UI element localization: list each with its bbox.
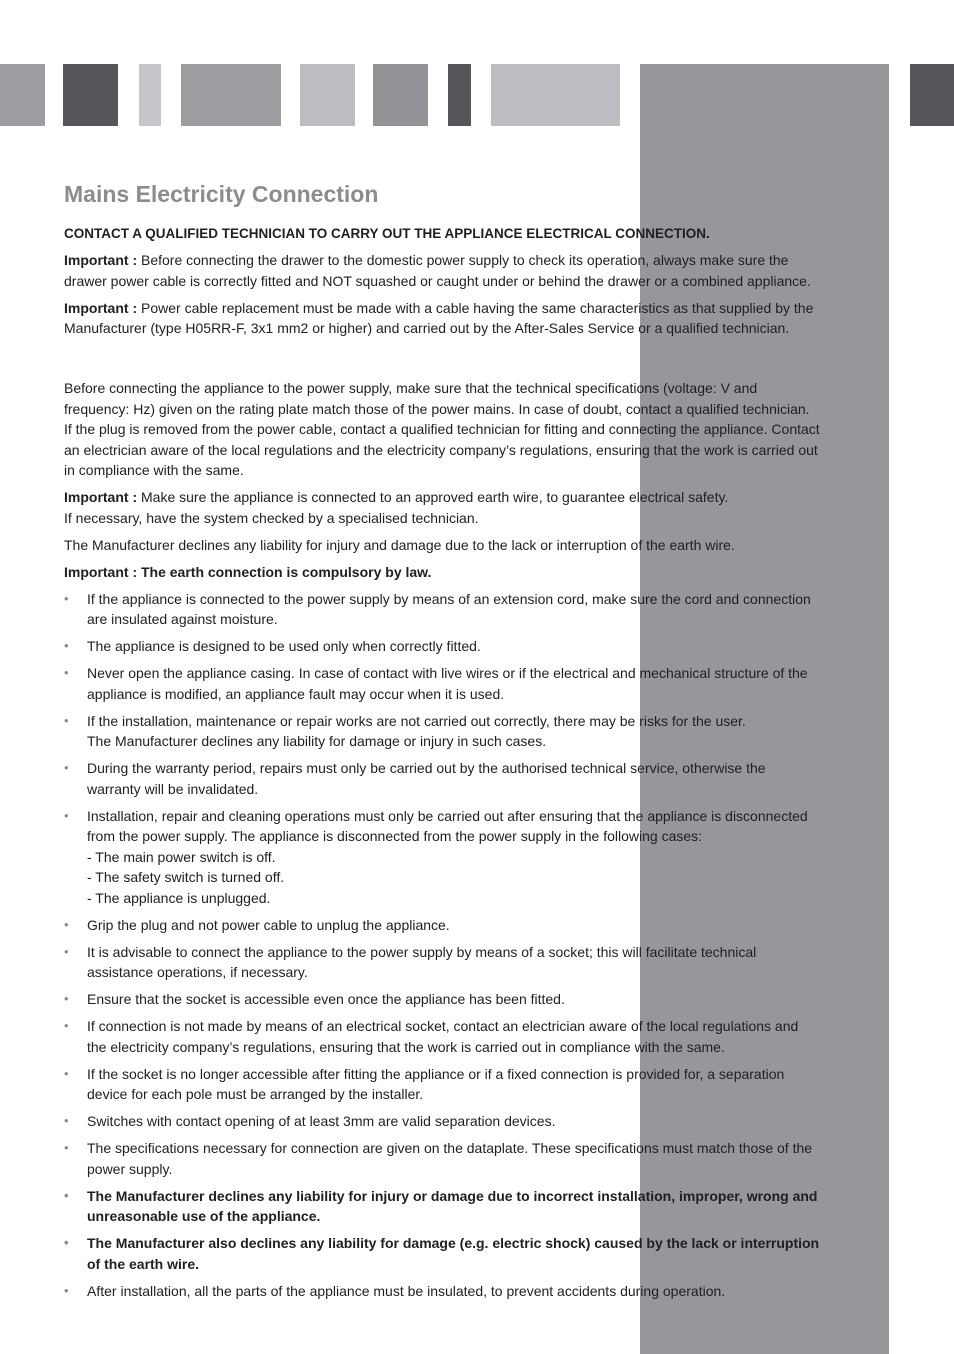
list-item bbox=[64, 636, 820, 657]
important-label: Important : bbox=[64, 299, 138, 316]
bullet-icon: • bbox=[64, 590, 69, 606]
bullet-icon: • bbox=[64, 760, 69, 775]
list-item bbox=[64, 1281, 820, 1302]
list-item-text: If the socket is no longer accessible after fitting the appliance or if a fixed connection is provided for, a separation device for each pole must be arranged by the installer. bbox=[87, 1065, 785, 1102]
bullet-icon: • bbox=[64, 1018, 69, 1033]
list-item bbox=[64, 989, 820, 1010]
list-item bbox=[64, 1138, 820, 1179]
list-item bbox=[64, 942, 820, 983]
header-block-2 bbox=[63, 64, 118, 126]
header-block-4 bbox=[181, 64, 281, 126]
page-title: Mains Electricity Connection bbox=[64, 181, 379, 207]
bullet-icon: • bbox=[64, 807, 69, 823]
safety-bullet-list bbox=[64, 589, 820, 1302]
paragraph-specifications: Before connecting the appliance to the power supply, make sure that the technical specifications (voltage: V and frequency: Hz) given on the rating plate match those of the power mains. In case of doubt, contact a qualified technician. If the plug is removed from the power cable, contact a qualified technician for fitting and connecting the appliance. Contact an electrician aware of the local regulations and the electricity company’s regulations, ensuring that the work is carried out in compliance with the same. bbox=[64, 380, 820, 478]
bullet-icon: • bbox=[64, 1282, 69, 1298]
list-item bbox=[64, 1064, 820, 1105]
bullet-icon: • bbox=[64, 943, 69, 959]
list-item bbox=[64, 711, 820, 752]
list-item bbox=[64, 663, 820, 704]
list-item-text: If the appliance is connected to the power supply by means of an extension cord, make sure the cord and connection are insulated against moisture. bbox=[87, 590, 811, 627]
bullet-icon: • bbox=[64, 1187, 69, 1203]
list-item bbox=[64, 806, 820, 909]
list-item-text: If connection is not made by means of an electrical socket, contact an electrician aware of the local regulations and the electricity company’s regulations, ensuring that the work is carried out in compliance with the same. bbox=[87, 1018, 799, 1055]
list-item-text: - The appliance is unplugged. bbox=[87, 889, 271, 906]
paragraph-liability: The Manufacturer declines any liability for injury and damage due to the lack or interruption of the earth wire. bbox=[64, 536, 735, 553]
list-item-text: The Manufacturer also declines any liability for damage (e.g. electric shock) caused by the lack or interruption of the earth wire. bbox=[87, 1235, 820, 1272]
list-item bbox=[64, 1111, 820, 1132]
important-text: Power cable replacement must be made with a cable having the same characteristics as that supplied by the Manufacturer (type H05RR-F, 3x1 mm2 or higher) and carried out by the After-Sales Service or a qualified technician. bbox=[64, 299, 814, 336]
list-item-text: Switches with contact opening of at least 3mm are valid separation devices. bbox=[87, 1113, 556, 1129]
bullet-icon: • bbox=[64, 1113, 69, 1128]
important-note-3 bbox=[64, 487, 820, 528]
list-item-text: Installation, repair and cleaning operations must only be carried out after ensuring that the appliance is disconnected from the power supply. The appliance is disconnected from the power supply in the following cases: bbox=[87, 807, 808, 844]
page-content bbox=[64, 176, 820, 1308]
list-item-bold bbox=[64, 1233, 820, 1274]
bullet-icon: • bbox=[64, 1140, 69, 1155]
header-block-6 bbox=[373, 64, 428, 126]
spacer bbox=[64, 345, 820, 378]
list-item bbox=[64, 758, 820, 799]
bullet-icon: • bbox=[64, 712, 69, 728]
important-label: Important : bbox=[64, 489, 138, 505]
header-block-7 bbox=[448, 64, 471, 126]
list-item-text: - The main power switch is off. bbox=[87, 848, 276, 865]
list-item-text: The specifications necessary for connection are given on the dataplate. These specifications must match those of the power supply. bbox=[87, 1140, 813, 1177]
header-block-5 bbox=[300, 64, 355, 126]
list-item-text: It is advisable to connect the appliance to the power supply by means of a socket; this will facilitate technical assistance operations, if necessary. bbox=[87, 943, 757, 980]
warning-heading: CONTACT A QUALIFIED TECHNICIAN TO CARRY OUT THE APPLIANCE ELECTRICAL CONNECTION. bbox=[64, 226, 710, 241]
list-item-text: Grip the plug and not power cable to unplug the appliance. bbox=[87, 916, 450, 933]
list-item bbox=[64, 589, 820, 630]
list-item-text: - The safety switch is turned off. bbox=[87, 869, 285, 885]
important-label: Important : bbox=[64, 252, 138, 268]
list-item-text: The Manufacturer declines any liability for damage or injury in such cases. bbox=[87, 733, 547, 749]
list-item bbox=[64, 915, 820, 936]
bullet-icon: • bbox=[64, 1235, 69, 1250]
list-item-text: Never open the appliance casing. In case of contact with live wires or if the electrical and mechanical structure of the appliance is modified, an appliance fault may occur when it is used. bbox=[87, 665, 808, 702]
important-text: Before connecting the drawer to the domestic power supply to check its operation, always make sure the drawer power cable is correctly fitted and NOT squashed or caught under or behind the drawer or a combined appliance. bbox=[64, 252, 811, 289]
bullet-icon: • bbox=[64, 916, 69, 932]
bullet-icon: • bbox=[64, 1065, 69, 1081]
important-text: Make sure the appliance is connected to an approved earth wire, to guarantee electrical safety. bbox=[141, 489, 729, 505]
important-text-line-2: If necessary, have the system checked by a specialised technician. bbox=[64, 509, 479, 526]
header-block-8 bbox=[491, 64, 620, 126]
important-note-1 bbox=[64, 250, 820, 291]
header-block-1 bbox=[0, 64, 45, 126]
bullet-icon: • bbox=[64, 665, 69, 680]
list-item-text: If the installation, maintenance or repair works are not carried out correctly, there may be risks for the user. bbox=[87, 712, 746, 729]
list-item-text: After installation, all the parts of the appliance must be insulated, to prevent accidents during operation. bbox=[87, 1282, 726, 1299]
header-block-9 bbox=[910, 64, 954, 126]
bullet-icon: • bbox=[64, 991, 69, 1006]
list-item-text: Ensure that the socket is accessible even once the appliance has been fitted. bbox=[87, 991, 565, 1007]
list-item-text: During the warranty period, repairs must only be carried out by the authorised technical service, otherwise the warranty will be invalidated. bbox=[87, 760, 766, 797]
earth-compulsory-note: Important : The earth connection is compulsory by law. bbox=[64, 563, 432, 580]
list-item-bold bbox=[64, 1186, 820, 1227]
list-item-text: The appliance is designed to be used only when correctly fitted. bbox=[87, 638, 481, 654]
important-note-2 bbox=[64, 298, 820, 339]
bullet-icon: • bbox=[64, 638, 69, 653]
header-block-3 bbox=[139, 64, 161, 126]
list-item-text: The Manufacturer declines any liability for injury or damage due to incorrect installation, improper, wrong and unreasonable use of the appliance. bbox=[87, 1187, 818, 1224]
list-item bbox=[64, 1016, 820, 1057]
